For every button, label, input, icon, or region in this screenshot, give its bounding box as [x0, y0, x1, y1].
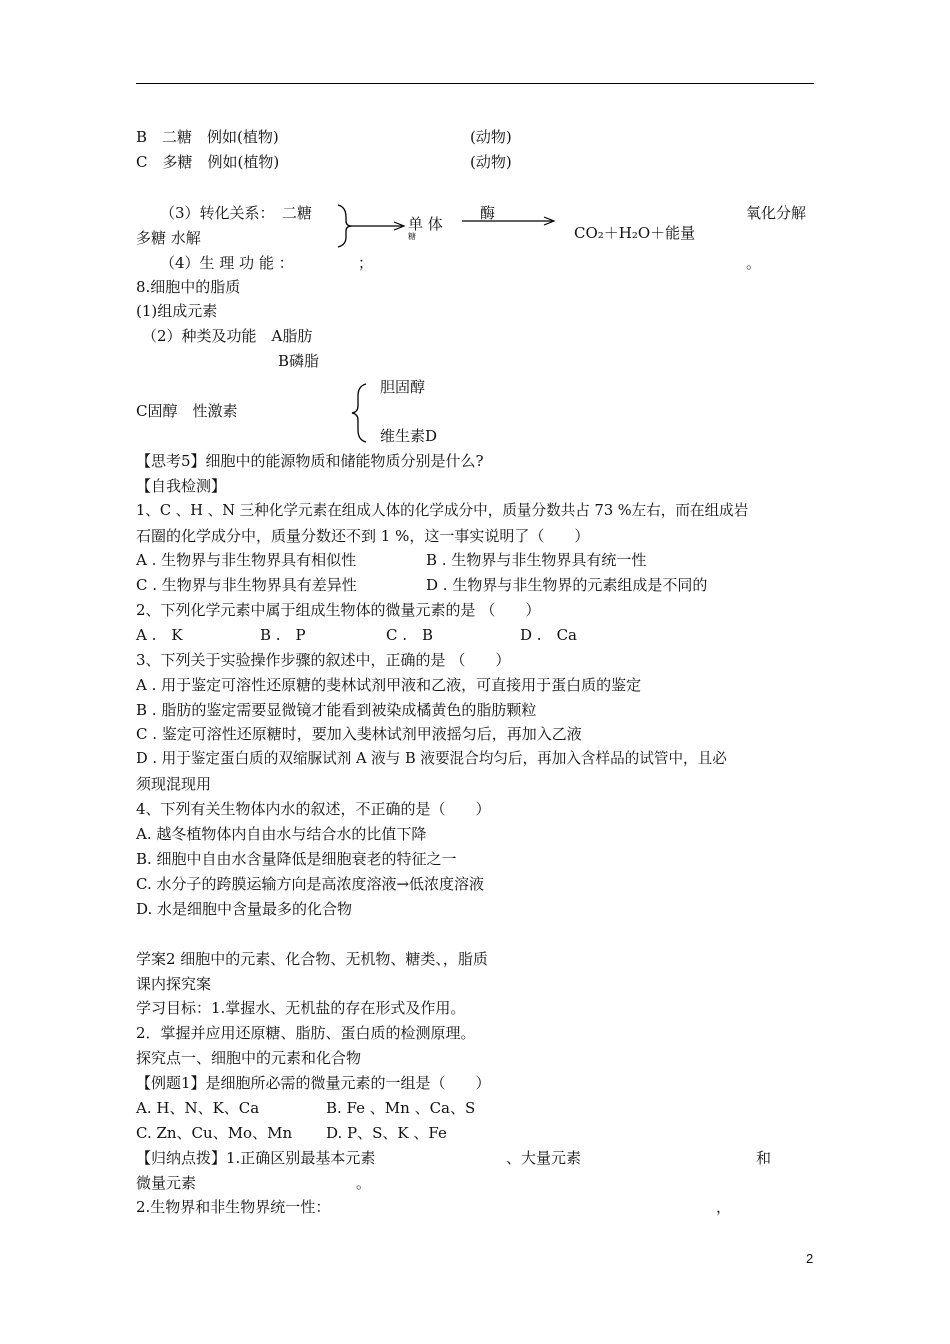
- text-line: D . Ca: [520, 626, 577, 644]
- text-line: 【思考5】细胞中的能源物质和储能物质分别是什么?: [136, 452, 484, 470]
- conversion-brace-arrow-icon: [330, 203, 410, 249]
- text-line: 【自我检测】: [136, 477, 227, 495]
- text-line: 微量元素: [136, 1174, 197, 1192]
- text-line: B 二糖 例如(植物): [136, 128, 279, 146]
- text-line: (动物): [470, 128, 512, 146]
- text-line: 氧化分解: [746, 204, 807, 222]
- section-title: 学案2 细胞中的元素、化合物、无机物、糖类、，脂质: [136, 950, 488, 968]
- text-line: 、大量元素: [506, 1149, 582, 1167]
- text-line: 多糖 水解: [136, 229, 201, 247]
- text-line: 须现混现用: [136, 775, 212, 793]
- text-line: A . 用于鉴定可溶性还原糖的斐林试剂甲液和乙液，可直接用于蛋白质的鉴定: [136, 676, 642, 694]
- text-line: 单 体: [408, 215, 443, 233]
- text-line: CO₂＋H₂O＋能量: [574, 224, 696, 242]
- text-line: B磷脂: [278, 352, 320, 370]
- text-line: D . 用于鉴定蛋白质的双缩脲试剂 A 液与 B 液要混合均匀后，再加入含样品的试管中，且必: [136, 750, 727, 767]
- text-line: 2.生物界和非生物界统一性：: [136, 1198, 331, 1216]
- text-line: (动物): [470, 153, 512, 171]
- text-line: 探究点一、细胞中的元素和化合物: [136, 1049, 362, 1067]
- text-line: 。: [746, 254, 762, 272]
- text-line: C 多糖 例如(植物): [136, 153, 280, 171]
- text-line: 胆固醇: [380, 378, 426, 396]
- page-number: 2: [806, 1251, 814, 1266]
- text-line: 【归纳点拨】1.正确区别最基本元素: [136, 1149, 376, 1167]
- text-line: C固醇 性激素: [136, 402, 238, 420]
- text-line: B . 脂肪的鉴定需要显微镜才能看到被染成橘黄色的脂肪颗粒: [136, 701, 537, 719]
- text-line: C . 鉴定可溶性还原糖时，要加入斐林试剂甲液摇匀后，再加入乙液: [136, 725, 582, 743]
- text-line: A . K: [136, 626, 183, 644]
- text-line: A. H、N、K、Ca: [136, 1099, 260, 1117]
- text-line: 8.细胞中的脂质: [136, 278, 241, 296]
- text-line: 维生素D: [380, 427, 438, 445]
- text-line: （3）转化关系： 二糖: [160, 204, 313, 222]
- text-line: D . 生物界与非生物界的元素组成是不同的: [426, 576, 708, 594]
- text-line: 1、C 、H 、N 三种化学元素在组成人体的化学成分中，质量分数共占 73 %左右，而在组成岩: [136, 502, 749, 519]
- sterol-brace-icon: [350, 382, 370, 444]
- text-line: 和: [756, 1149, 772, 1167]
- text-line: ；: [358, 254, 374, 272]
- text-line: 【例题1】是细胞所必需的微量元素的一组是（ ）: [136, 1074, 491, 1092]
- text-line: 糖: [408, 232, 416, 241]
- text-line: B. 细胞中自由水含量降低是细胞衰老的特征之一: [136, 850, 457, 868]
- text-line: 石圈的化学成分中，质量分数还不到 1 %，这一事实说明了（ ）: [136, 527, 590, 545]
- text-line: 3、下列关于实验操作步骤的叙述中，正确的是 （ ）: [136, 651, 511, 669]
- text-line: (1)组成元素: [136, 302, 218, 320]
- text-line: 课内探究案: [136, 975, 212, 993]
- text-line: 2、下列化学元素中属于组成生物体的微量元素的是 （ ）: [136, 601, 541, 619]
- text-line: A. 越冬植物体内自由水与结合水的比值下降: [136, 825, 427, 843]
- text-line: 。: [356, 1174, 372, 1192]
- text-line: ，: [716, 1198, 732, 1216]
- text-line: C. 水分子的跨膜运输方向是高浓度溶液→低浓度溶液: [136, 875, 485, 893]
- text-line: 4、下列有关生物体内水的叙述，不正确的是（ ）: [136, 800, 491, 818]
- text-line: C . 生物界与非生物界具有差异性: [136, 576, 357, 594]
- text-line: D. P、S、K 、Fe: [326, 1124, 447, 1142]
- text-line: B. Fe 、Mn 、Ca、S: [326, 1099, 476, 1117]
- header-rule: [136, 83, 814, 84]
- text-line: 2．掌握并应用还原糖、脂肪、蛋白质的检测原理。: [136, 1024, 476, 1042]
- enzyme-arrow-icon: [462, 214, 556, 228]
- text-line: 学习目标：1.掌握水、无机盐的存在形式及作用。: [136, 999, 466, 1017]
- text-line: D. 水是细胞中含量最多的化合物: [136, 900, 353, 918]
- text-line: （4）生 理 功 能 ：: [160, 254, 294, 272]
- text-line: B . P: [260, 626, 306, 644]
- text-line: （2）种类及功能 A脂肪: [142, 327, 313, 345]
- text-line: B . 生物界与非生物界具有统一性: [426, 551, 647, 569]
- text-line: C . B: [386, 626, 434, 644]
- text-line: A . 生物界与非生物界具有相似性: [136, 551, 357, 569]
- text-line: 酶: [480, 204, 496, 222]
- text-line: C. Zn、Cu、Mo、Mn: [136, 1124, 293, 1142]
